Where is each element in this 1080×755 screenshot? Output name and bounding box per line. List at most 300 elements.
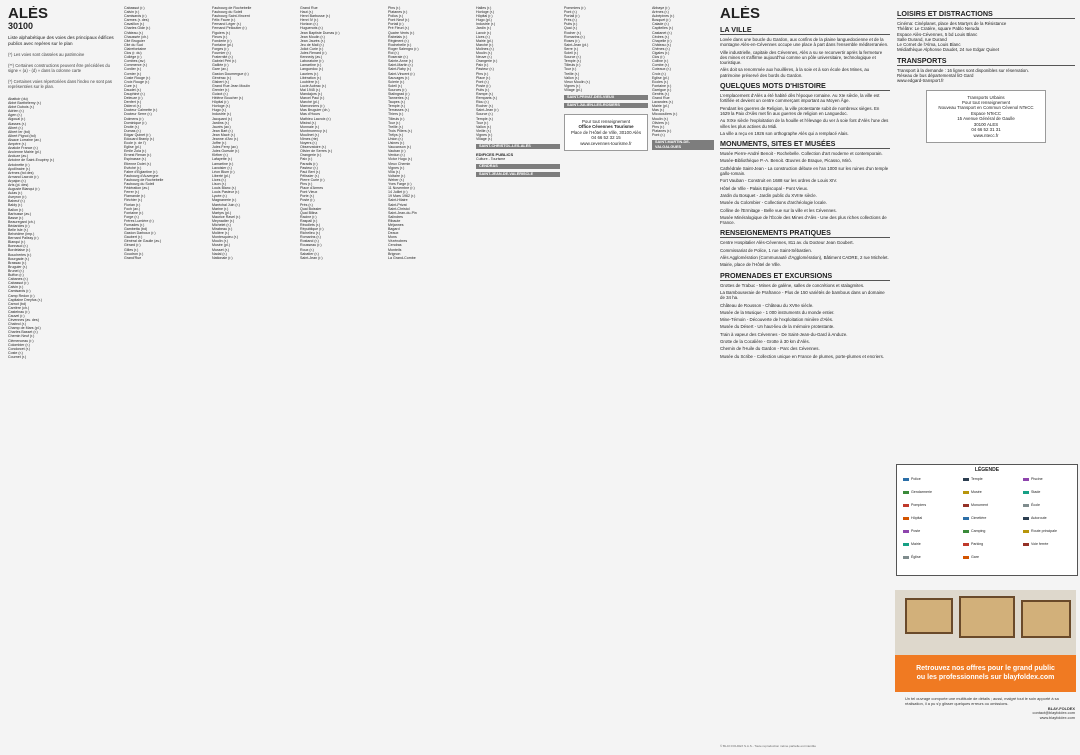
- office-line-3: Place de l'Hôtel de Ville, 30100 Alès: [570, 129, 642, 135]
- info-paragraph: Chemin de l'Huile du Gardon - Parc des Cévennes.: [720, 346, 820, 352]
- street-entry: Fraternité (r.): [212, 55, 233, 60]
- street-entry: Source (r.): [564, 55, 581, 60]
- commune-band: SAINT-PRIVAT-DES-VIEUX: [564, 95, 648, 100]
- street-entry: Belle Isle (r.): [8, 228, 28, 232]
- street-entry: Faubourg de Rochebelle: [212, 6, 252, 10]
- street-entry: Alasses (r.): [8, 121, 26, 126]
- street-entry: Goudron (r.): [124, 251, 144, 256]
- street-entry: Cigales (r.): [652, 51, 670, 56]
- info-paragraph: Lovée dans une boucle du Gardon, aux confins de la plaine languedocienne et de la montagne Alès-en-Cévennes occupe une place à part dans l'ensemble méditerranéen.: [720, 37, 889, 48]
- street-entry: Micocouliers (r.): [652, 112, 678, 117]
- loisirs-item: Espace Alès-Cévennes, 5 bd Louis Blanc: [897, 31, 978, 37]
- street-entry: Abbé Dubois (r.): [8, 105, 34, 110]
- framed-map-picture: [959, 596, 1015, 638]
- street-entry: Oliviers (r.): [652, 120, 670, 125]
- street-list: [476, 6, 560, 141]
- street-entry: Coste (r.): [8, 350, 23, 355]
- street-entry: Place (r.): [476, 75, 491, 80]
- street-entry: Treille (r.): [564, 71, 580, 76]
- transport-box-line: Transports Urbains: [967, 94, 1005, 100]
- legend-item: [1023, 542, 1048, 546]
- street-entry: Croix Rouge (r.): [124, 79, 150, 84]
- city-zip: 30100: [8, 21, 34, 31]
- street-list: [8, 97, 120, 359]
- publisher-website[interactable]: www.blayfoldex.com: [1039, 715, 1075, 721]
- street-entry: Kennedy (av.): [300, 55, 323, 60]
- legend-title: LÉGENDE: [974, 467, 1000, 473]
- advert-banner[interactable]: [895, 655, 1076, 692]
- street-entry: Bruguier (r.): [8, 264, 27, 269]
- street-entry: Trélys (r.): [388, 132, 404, 137]
- info-paragraph: Musée du Colombier - Collections d'archéologie locale.: [720, 200, 828, 206]
- street-entry: Boucheries (r.): [8, 252, 32, 257]
- city-info-column: [720, 6, 890, 746]
- street-entry: Pont (r.): [564, 10, 577, 15]
- street-entry: Armand Lacroix (r.): [8, 174, 39, 179]
- street-entry: Bagard: [388, 227, 400, 232]
- street-entry: Cavaillon (r.): [124, 22, 145, 27]
- street-entry: Deleuze (r.): [124, 96, 143, 101]
- info-paragraph: Ville industrielle, capitale des Cévennes, Alès a su se reconvertir après la fermeture des mines et s'affirme aujourd'hui comme un pôle universitaire, technologique et touristique.: [720, 49, 883, 66]
- street-entry: Jeu de Mail (r.): [300, 42, 324, 47]
- street-entry: Grenier (r.): [212, 87, 230, 92]
- street-entry: Mistral (r.): [300, 120, 316, 125]
- street-entry: Monnaie (r.): [300, 124, 320, 129]
- street-entry: Colline (r.): [652, 59, 669, 64]
- transport-box-line: 04 66 52 31 31: [971, 127, 1001, 133]
- street-entry: Evêché (r.): [124, 165, 142, 170]
- street-entry: Yves Farge (r.): [388, 182, 412, 187]
- street-entry: Meynadier (r.): [212, 218, 235, 223]
- street-entry: Mirabeau (r.): [212, 227, 233, 232]
- street-entry: Gaubert (r.): [124, 235, 143, 240]
- street-entry: Maurice Ravel (r.): [212, 214, 241, 219]
- street-entry: Capitelles (r.): [652, 26, 674, 31]
- street-entry: Tour (r.): [564, 67, 577, 72]
- legend-swatch-icon: [1023, 543, 1029, 546]
- info-paragraph: Cathédrale Saint-Jean - La construction débute en l'an 1000 sur les ruines d'un temple gallo-romain.: [720, 165, 889, 177]
- street-entry: Jeanne d'Arc (r.): [212, 137, 239, 141]
- street-entry: Saint-Hilaire: [388, 198, 408, 203]
- info-section-heading: RENSEIGNEMENTS PRATIQUES: [720, 229, 890, 238]
- info-paragraph: Alès Agglomération (Communauté d'Agglomération), Bâtiment CADRE, 2 rue Michelet.: [720, 255, 889, 261]
- street-entry: Florian (r.): [124, 202, 141, 207]
- street-entry: Rousseau (r.): [300, 243, 322, 248]
- street-entry: Abattoir (du): [8, 97, 28, 101]
- street-entry: Tanneries (r.): [388, 96, 409, 101]
- street-entry: Mandajors (r.): [300, 91, 323, 96]
- street-entry: Pont Vieux: [300, 190, 318, 195]
- street-entry: Pont Neuf (r.): [388, 18, 410, 23]
- street-entry: Vaucanson (r.): [388, 145, 412, 150]
- transport-box-line: Espace NTeCC: [970, 110, 1001, 116]
- street-entry: Quai Bilina: [300, 210, 318, 215]
- street-entry: Brassac (r.): [8, 260, 27, 265]
- street-entry: Saint-Jean (r.): [300, 255, 323, 260]
- street-entry: Mas d'Hours: [300, 112, 321, 117]
- street-entry: Clémenceau (r.): [8, 338, 34, 343]
- street-entry: Noyers (r.): [300, 141, 317, 146]
- street-entry: Nadal (r.): [212, 251, 227, 256]
- street-entry: Cure (r.): [124, 83, 138, 88]
- street-entry: Bédarides (r.): [8, 223, 30, 228]
- street-entry: Dominique (r.): [124, 120, 147, 125]
- legend-label: Piscine: [1031, 477, 1043, 481]
- advert-line-1: Retrouvez nos offres pour le grand public: [916, 665, 1055, 672]
- blayfoldex-advert[interactable]: [895, 590, 1076, 692]
- street-entry: Lafayette (r.): [212, 157, 233, 162]
- legend-swatch-icon: [1023, 491, 1029, 494]
- legend-item: [903, 490, 932, 494]
- publisher-email[interactable]: contact@blayfoldex.com: [1032, 710, 1075, 716]
- street-entry: 14 Juillet (r.): [388, 190, 408, 195]
- info-sections: [720, 26, 890, 359]
- street-entry: Docteur Serre (r.): [124, 112, 152, 117]
- street-entry: Arts (pl. des): [8, 182, 29, 187]
- transport-item: Réseau de bus départemental liO Gard: [897, 73, 974, 79]
- street-entry: Lavoisier (r.): [212, 165, 232, 170]
- street-entry: Ribaute: [388, 218, 401, 223]
- street-entry: Anatole France (r.): [8, 146, 38, 151]
- street-entry: Antoine de Saint-Exupéry (r.): [8, 158, 55, 163]
- street-entry: Ampère (r.): [8, 142, 26, 147]
- street-entry: Colombier (r.): [8, 342, 30, 347]
- street-entry: Romarins (r.): [564, 34, 585, 39]
- loisirs-list: [897, 21, 1075, 53]
- street-entry: Pins (r.): [652, 124, 665, 129]
- legend-item: [963, 477, 983, 481]
- street-entry: Paradis (r.): [300, 161, 318, 166]
- street-entry: Clos (r.): [652, 55, 665, 60]
- transport-box-line: 15 Avenue Général de Gaulle: [957, 116, 1015, 122]
- street-entry: Temple (r.): [564, 59, 581, 64]
- street-entry: Camisards (r.): [124, 14, 147, 19]
- street-entry: Chemin Neuf (r.): [8, 334, 35, 339]
- info-paragraph: Centre Hospitalier Alès-Cévennes, 811 av. du Docteur Jean Goubert.: [720, 240, 854, 246]
- street-entry: Cabassut (r.): [124, 6, 145, 10]
- legend-label: Autoroute: [1031, 516, 1047, 520]
- loisirs-heading: LOISIRS ET DISTRACTIONS: [897, 10, 1075, 19]
- street-entry: Anduze (av.): [8, 154, 29, 159]
- street-entry: Cendras: [388, 243, 402, 248]
- street-entry: Ecoles (r.): [652, 79, 669, 84]
- street-entry: Fumades (r.): [124, 222, 145, 227]
- street-entry: Arpajon (r.): [8, 178, 26, 183]
- street-entry: Jules Guesde (r.): [212, 149, 240, 154]
- street-entry: Cornier (r.): [124, 71, 142, 76]
- legend-item: [963, 542, 983, 546]
- street-entry: Nîmes (rte): [300, 137, 318, 141]
- street-entry: Nationale (r.): [212, 255, 233, 260]
- street-entry: Prés (r.): [300, 202, 313, 207]
- street-entry: Gisbert (r.): [212, 79, 229, 84]
- index-note-2: (**) Certaines constructions peuvent être précédées du signe « (a) - (d) » dans la colonne carte: [8, 63, 110, 73]
- street-entry: Treille (r.): [388, 124, 404, 129]
- street-entry: Kléber (r.): [212, 153, 228, 158]
- office-website[interactable]: www.cevennes-tourisme.fr: [580, 140, 632, 146]
- info-paragraph: La ville a reçu en 1926 son orthographe Alès qui a remplacé Alais.: [720, 130, 849, 136]
- map-legend: [896, 464, 1078, 576]
- street-entry: Tilleuls (r.): [388, 116, 405, 121]
- street-entry: Faubourg de Rochebelle: [124, 177, 164, 182]
- index-column-7: [564, 6, 648, 751]
- street-entry: Faubourg du Soleil: [212, 10, 243, 15]
- commune-band: SAINT-MARTIN-DE-VALGALGUES: [652, 140, 714, 150]
- info-paragraph: Train à vapeur des Cévennes - De Saint-Jean-du-Gard à Anduze.: [720, 331, 848, 337]
- street-entry: Figuiers (r.): [212, 30, 231, 35]
- street-entry: Arènes (r.): [652, 10, 669, 15]
- street-entry: Flamande (r.): [124, 194, 146, 199]
- loisirs-item: Le Cornet de l'Alma, Louis Blanc: [897, 42, 961, 48]
- info-paragraph: Musée-Bibliothèque P.-A. Benoit. Œuvres de Braque, Picasso, Miró.: [720, 158, 852, 164]
- street-entry: Buffon (r.): [8, 273, 24, 278]
- street-entry: Orangerie (r.): [300, 153, 322, 158]
- street-entry: Henri Barbusse (r.): [300, 14, 331, 19]
- street-entry: Mons: [388, 235, 397, 240]
- street-entry: Marronniers (r.): [300, 104, 325, 109]
- street-entry: Grand Rue Jean Moulin: [212, 83, 250, 88]
- street-entry: Lycée (r.): [212, 194, 227, 199]
- street-entry: Baldy (r.): [8, 203, 23, 208]
- street-entry: Adrien (r.): [8, 109, 24, 114]
- index-column-4: [300, 6, 384, 751]
- street-entry: Forges (r.): [212, 46, 229, 51]
- street-entry: République (r.): [300, 227, 324, 232]
- street-entry: Vézénobres: [388, 239, 408, 244]
- street-list: [652, 6, 714, 137]
- street-entry: Charles Gide (r.): [124, 26, 151, 31]
- index-column-6: [476, 6, 560, 751]
- street-entry: Mai 1945 (r.): [300, 87, 321, 92]
- legend-item: [963, 555, 979, 559]
- street-entry: Aigoual (r.): [8, 117, 26, 122]
- street-entry: Sainte-Anne (r.): [388, 59, 414, 64]
- street-entry: Château (r.): [124, 30, 143, 35]
- street-entry: Village (pl.): [564, 87, 582, 92]
- street-entry: Cité du Sud: [124, 42, 143, 47]
- street-entry: Horloge (r.): [476, 10, 494, 15]
- legend-swatch-icon: [1023, 517, 1029, 520]
- street-entry: Platanes (r.): [388, 10, 408, 15]
- street-entry: Serre (r.): [564, 46, 579, 51]
- street-entry: Roseraie (r.): [388, 55, 408, 60]
- street-entry: Observatoire (r.): [300, 145, 326, 150]
- street-entry: Saint-Vincent (r.): [388, 71, 415, 76]
- street-entry: Lucie Aubrac (r.): [300, 83, 327, 88]
- commune-band: SAINT-JULIEN-LES-ROSIERS: [564, 103, 648, 108]
- info-paragraph: Colline de l'Ermitage - Belle vue sur la ville et les Cévennes.: [720, 207, 837, 213]
- legend-item: [1023, 503, 1040, 507]
- street-entry: Vallon (r.): [564, 75, 580, 80]
- street-entry: Galilée (r.): [212, 63, 229, 68]
- street-entry: Poilus (r.): [388, 14, 404, 19]
- street-entry: Calade (r.): [652, 22, 669, 27]
- street-entry: Pré Fleuri (r.): [388, 26, 409, 31]
- street-entry: Mairie (pl.): [652, 104, 669, 109]
- street-entry: Union (r.): [388, 137, 403, 141]
- legend-swatch-icon: [963, 556, 969, 559]
- street-entry: Molière (r.): [212, 231, 230, 236]
- street-entry: Roses (r.): [564, 38, 580, 43]
- street-entry: Musée (pl.): [212, 243, 230, 248]
- street-entry: Lauriers (r.): [300, 71, 319, 76]
- street-entry: Pasteur (r.): [300, 165, 318, 170]
- street-entry: Coteaux (r.): [652, 67, 671, 72]
- street-entry: Arènes (bd des): [8, 170, 34, 175]
- street-entry: Sabatier (r.): [300, 251, 319, 256]
- street-entry: Saint-Martin (r.): [388, 63, 413, 68]
- street-entry: Vieux Moulin (r.): [564, 79, 590, 84]
- street-entry: Monteils: [388, 247, 402, 252]
- legend-item: [963, 503, 988, 507]
- street-entry: Collège (r.): [124, 55, 142, 60]
- street-entry: Voltaire (r.): [388, 173, 406, 178]
- street-entry: Paix (r.): [300, 157, 313, 162]
- street-entry: Neuve (r.): [476, 55, 492, 60]
- street-entry: Rabelais (r.): [388, 34, 408, 39]
- legend-label: Cimetière: [971, 516, 987, 520]
- street-entry: Carrière (ch.): [8, 305, 30, 310]
- street-entry: Molines (r.): [476, 46, 494, 51]
- street-entry: Ecole (r. de l'): [124, 141, 146, 146]
- urban-transport-lines: [931, 95, 1041, 138]
- street-entry: Vieux Chemin: [388, 161, 411, 166]
- legend-item: [903, 477, 921, 481]
- street-entry: Henri IV (r.): [300, 18, 319, 23]
- street-entry: Tilleuls (r.): [564, 63, 581, 68]
- street-entry: Fédération (av.): [124, 186, 150, 191]
- street-entry: Pasteur (r.): [476, 67, 494, 72]
- street-entry: Orangerie (r.): [476, 59, 498, 64]
- street-entry: Porte (r.): [300, 194, 314, 199]
- street-entry: Antoinette (r.): [8, 162, 30, 167]
- street-entry: Olivier de Serres (r.): [300, 149, 333, 154]
- street-entry: Bosquet (r.): [652, 18, 671, 23]
- street-entry: Industrie (r.): [212, 112, 232, 117]
- street-entry: Fontaine (pl.): [212, 42, 234, 47]
- info-paragraph: La Bambouseraie de Prafrance - Plus de 150 variétés de bambous dans un domaine de 34 ha.: [720, 289, 885, 301]
- legend-swatch-icon: [903, 556, 909, 559]
- street-entry: Prés (r.): [564, 18, 577, 23]
- transport-box-line: Nouveau Transport en Commun Cévenol NTeCC: [938, 105, 1034, 111]
- street-entry: Pierre Curie (r.): [300, 177, 325, 182]
- street-entry: Fernand Léger (r.): [212, 22, 241, 27]
- street-entry: Trois Piliers (r.): [388, 128, 413, 133]
- street-entry: Frères Lumière (r.): [124, 218, 154, 223]
- street-entry: Ancienne Mairie (pl.): [8, 150, 41, 155]
- legend-label: Parking: [971, 542, 984, 546]
- street-entry: Cournet (r.): [8, 354, 27, 359]
- street-entry: Fernand Pelloutier (r.): [212, 26, 247, 31]
- street-entry: Jardin (r.): [476, 26, 492, 31]
- street-entry: Rocher (r.): [564, 30, 581, 35]
- index-column-3: [212, 6, 296, 751]
- street-entry: Albert (r.): [8, 125, 23, 130]
- street-entry: Combe (r.): [652, 63, 669, 68]
- street-entry: Tour (r.): [388, 120, 401, 125]
- legend-item: [1023, 516, 1047, 520]
- street-entry: Ernest Renan (r.): [124, 153, 152, 158]
- street-entry: Raspail (r.): [300, 218, 318, 223]
- legend-item: [1023, 477, 1043, 481]
- street-entry: Saint-Jean (r.): [476, 108, 499, 113]
- street-entry: Richelieu (r.): [300, 231, 321, 236]
- street-entry: Combes (av.): [124, 59, 146, 64]
- office-line-2: Office Cévennes Tourisme: [578, 124, 634, 130]
- transports-heading: TRANSPORTS: [897, 57, 1075, 66]
- street-list: [124, 6, 208, 260]
- info-paragraph: Musée du Désert - Un haut-lieu de la mémoire protestante.: [720, 324, 835, 330]
- legend-label: Hôpital: [911, 516, 923, 520]
- street-entry: Laboratoire (r.): [300, 59, 324, 64]
- street-entry: Champ de Mars (pl.): [8, 326, 41, 331]
- street-entry: Alsace Lorraine (av.): [8, 137, 41, 142]
- transport-box-line: www.ntecc.fr: [973, 132, 999, 138]
- street-entry: Montmorency (r.): [300, 128, 328, 133]
- legend-item: [903, 503, 926, 507]
- legend-swatch-icon: [963, 543, 969, 546]
- street-entry: Rocher (r.): [476, 104, 493, 109]
- street-entry: Musset (r.): [212, 247, 229, 252]
- street-entry: Pont (r.): [476, 79, 489, 84]
- street-entry: Racine (r.): [300, 214, 317, 219]
- street-entry: Portail (r.): [564, 14, 580, 19]
- street-entry: Pins (r.): [476, 71, 489, 76]
- loisirs-item: Théâtre: Le Cratère, square Pablo Neruda: [897, 26, 980, 32]
- legend-item: [1023, 529, 1057, 533]
- street-entry: Mairie (pl.): [476, 38, 493, 43]
- street-entry: Lavandes (r.): [652, 100, 673, 105]
- street-entry: Huguenots (r.): [300, 26, 323, 31]
- legend-item: [963, 490, 982, 494]
- street-entry: Jacquard (r.): [212, 116, 233, 121]
- legend-item: [903, 529, 920, 533]
- legend-swatch-icon: [963, 491, 969, 494]
- street-entry: Croix (r.): [652, 71, 666, 76]
- street-entry: Village (r.): [476, 137, 493, 141]
- street-entry: Chênes (r.): [652, 46, 670, 51]
- street-entry: Générac (r.): [212, 75, 232, 80]
- info-section-heading: QUELQUES MOTS D'HISTOIRE: [720, 82, 890, 91]
- edifices-heading: EDIFICES PUBLICS: [476, 152, 514, 158]
- street-entry: Castelnau (r.): [8, 309, 30, 314]
- street-entry: Edouard Branly (r.): [124, 137, 155, 141]
- street-entry: Guizot (r.): [212, 91, 228, 96]
- street-entry: Daudet (r.): [124, 87, 141, 92]
- info-paragraph: Hôtel de Ville - Palais Episcopal - Pont Vieux.: [720, 185, 809, 191]
- street-entry: Fonderie (r.): [212, 38, 232, 43]
- transport-box-line: 30100 ALES: [973, 121, 999, 127]
- index-column-5: [388, 6, 472, 751]
- street-entry: Place d'Armes: [300, 186, 324, 191]
- street-entry: Agen (r.): [8, 113, 22, 118]
- street-entry: Lamartine (r.): [212, 161, 234, 166]
- street-entry: Platanes (r.): [652, 128, 672, 133]
- street-entry: Denfert (r.): [124, 100, 142, 105]
- street-list: [564, 6, 648, 92]
- legend-label: École: [1031, 503, 1040, 507]
- street-entry: Lison (r.): [212, 182, 226, 187]
- street-entry: Castanet (r.): [652, 30, 672, 35]
- street-entry: Etienne Dolet (r.): [124, 161, 151, 166]
- street-entry: Carnot (bd): [8, 301, 27, 306]
- street-entry: Paix (r.): [476, 63, 489, 68]
- street-entry: Diderot (r.): [124, 104, 141, 109]
- publisher-name: BLAY-FOLDEX: [1047, 705, 1075, 711]
- street-entry: Albert Ier (bd): [8, 129, 30, 134]
- street-entry: Saint-Jean-du-Pin: [388, 210, 417, 215]
- street-entry: Grand'Rue: [124, 255, 142, 260]
